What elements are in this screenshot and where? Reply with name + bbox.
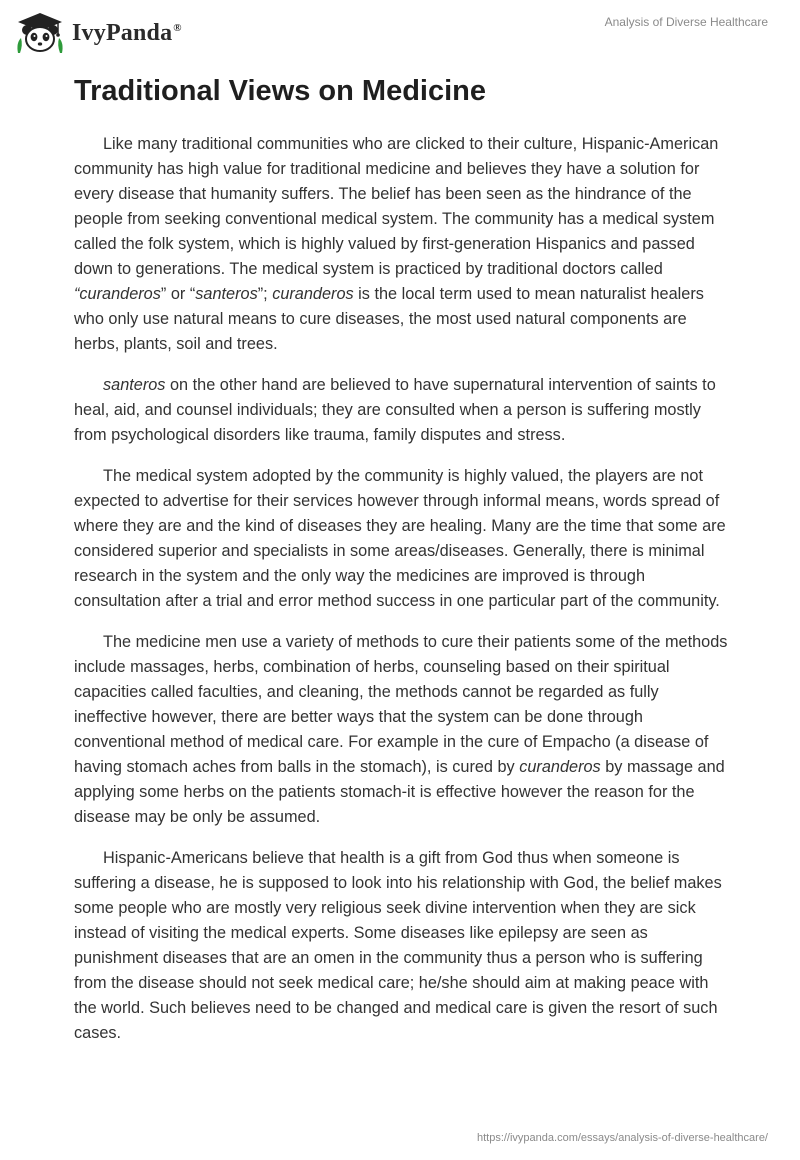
- text-run: The medicine men use a variety of methods to cure their patients some of the methods include massages, herbs, combination of herbs, counseling based on their spiritual capacities called faculties, and cleaning, the methods cannot be regarded as fully ineffective however, there are better ways that the system can be done through conventional method of medical care. For example in the cure of Empacho (a disease of having stomach aches from balls in the stomach), is cured by: [74, 633, 728, 776]
- text-run: Hispanic-Americans believe that health is a gift from God thus when someone is suffering a disease, he is supposed to look into his relationship with God, the belief makes some people who are mostly very religious seek divine intervention when they are sick instead of visiting the medical experts. Some diseases like epilepsy are seen as punishment diseases that are an omen in the community thus a person who is suffering from the disease should not seek medical care; he/she should aim at making peace with the world. Such believes need to be changed and medical care is given the resort of such cases.: [74, 849, 722, 1042]
- text-run: by massage and applying some herbs on the patients stomach-it is effective however the reason for the disease may be only be assumed.: [74, 758, 725, 826]
- text-run: The medical system adopted by the community is highly valued, the players are not expected to advertise for their services however through informal means, words spread of where they are and the kind of diseases they are healing. Many are the time that some are considered superior and specialists in some areas/diseases. Generally, there is minimal research in the system and the only way the medicines are improved is through consultation after a trial and error method success in one particular part of the community.: [74, 467, 726, 610]
- italic-term: curanderos: [272, 285, 354, 303]
- article-paragraph: [74, 846, 730, 1046]
- ivypanda-logo[interactable]: [14, 11, 182, 55]
- text-run: ”;: [257, 285, 273, 303]
- source-url[interactable]: https://ivypanda.com/essays/analysis-of-diverse-healthcare/: [476, 1132, 768, 1144]
- text-run: Like many traditional communities who are clicked to their culture, Hispanic-American community has high value for traditional medicine and believes they have a solution for every disease that humanity suffers. The belief has been seen as the hindrance of the people from seeking conventional medical system. The community has a medical system called the folk system, which is highly valued by first-generation Hispanics and passed down to generations. The medical system is practiced by traditional doctors called: [74, 135, 719, 278]
- article-paragraph: [74, 630, 730, 830]
- text-run: is the local term used to mean naturalist healers who only use natural means to cure diseases, the most used natural components are herbs, plants, soil and trees.: [74, 285, 704, 353]
- italic-term: curanderos: [519, 758, 601, 776]
- italic-term: “curanderos: [74, 285, 161, 303]
- article-paragraph: [74, 132, 730, 357]
- text-run: ” or “: [160, 285, 196, 303]
- brand-name: IvyPanda®: [72, 19, 182, 46]
- article-paragraph: [74, 464, 730, 614]
- page-title: Traditional Views on Medicine: [74, 75, 487, 107]
- italic-term: santeros: [103, 376, 166, 394]
- text-run: on the other hand are believed to have supernatural intervention of saints to heal, aid, and counsel individuals; they are consulted when a person is suffering mostly from psychological disorders like trauma, family disputes and stress.: [74, 376, 716, 444]
- article-paragraph: [74, 373, 730, 448]
- article-body: [74, 132, 730, 1062]
- panda-graduate-icon: [14, 11, 66, 55]
- italic-term: santeros: [195, 285, 258, 303]
- document-header-title: Analysis of Diverse Healthcare: [604, 15, 768, 29]
